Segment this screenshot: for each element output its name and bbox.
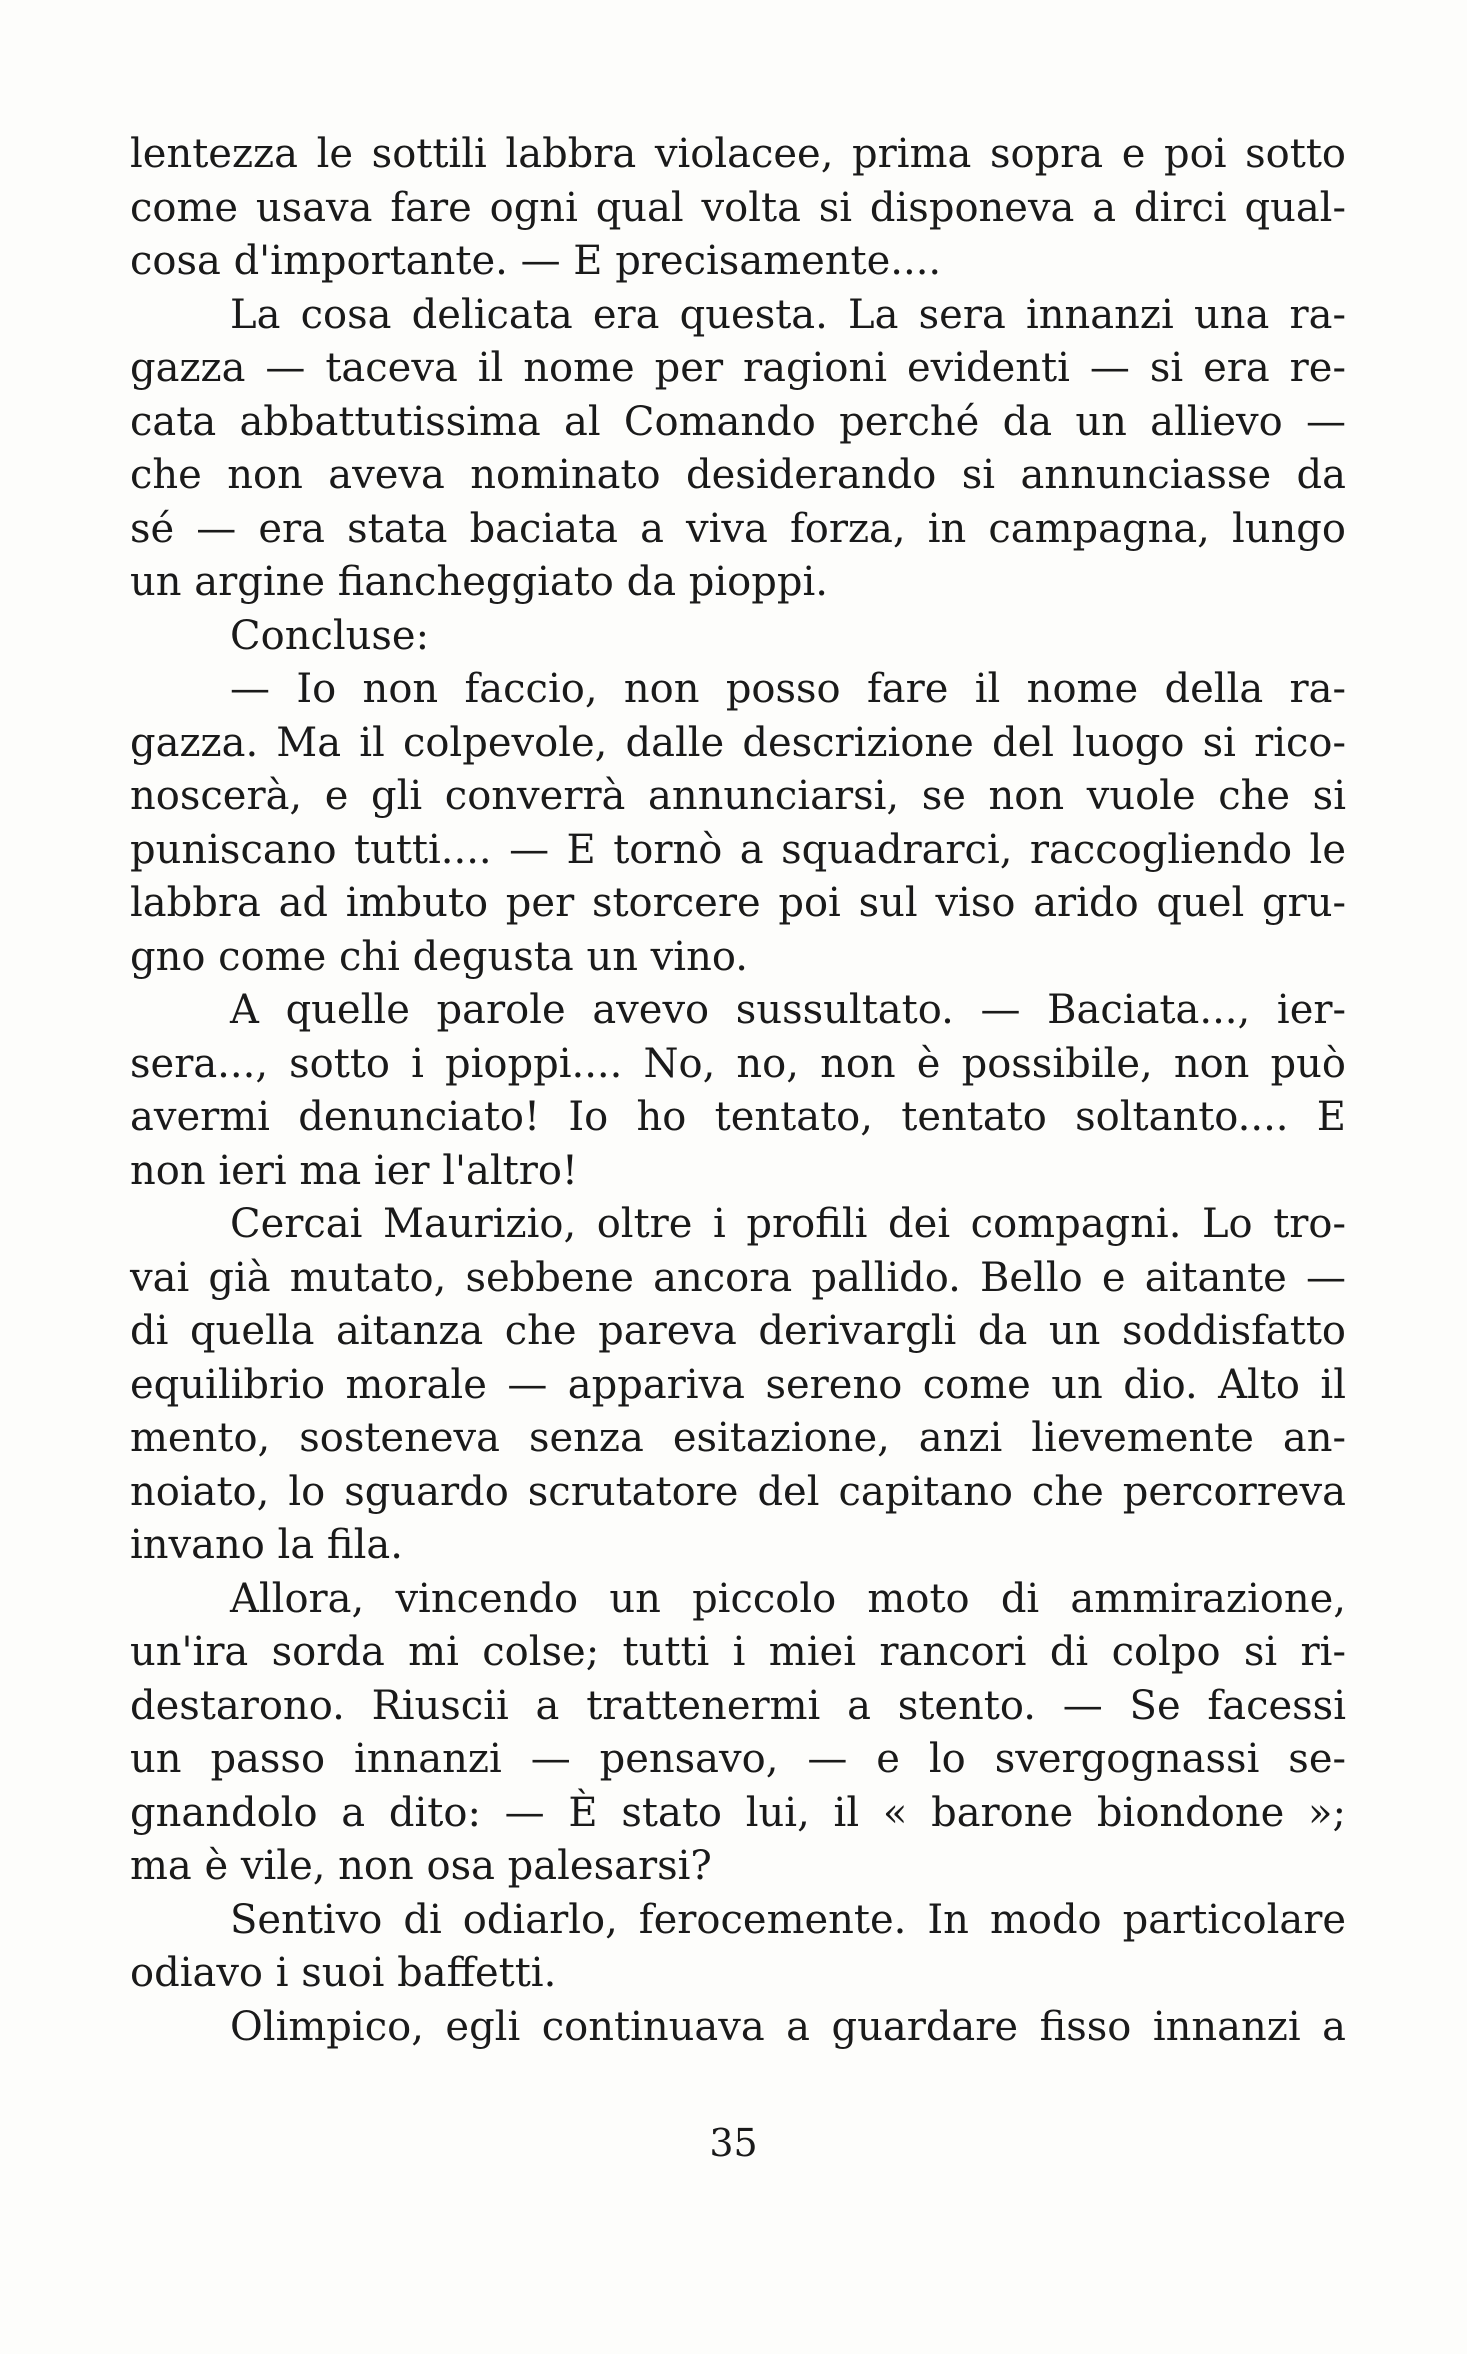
text-line: noiato, lo sguardo scrutatore del capitano che percorreva (130, 1468, 1346, 1515)
text-line: di quella aitanza che pareva derivargli da un soddisfatto (130, 1308, 1346, 1354)
text-line: mento, sosteneva senza esitazione, anzi lievemente an- (130, 1415, 1346, 1461)
text-line: un passo innanzi — pensavo, — e lo svergognassi se- (130, 1736, 1346, 1782)
text-line: gno come chi degusta un vino. (130, 933, 748, 980)
body-text (130, 128, 1346, 2054)
text-line: puniscano tutti.... — E tornò a squadrarci, raccogliendo le (130, 826, 1346, 873)
text-line: ma è vile, non osa palesarsi? (130, 1843, 712, 1889)
text-line: labbra ad imbuto per storcere poi sul viso arido quel gru- (130, 880, 1346, 926)
text-line: non ieri ma ier l'altro! (130, 1147, 578, 1194)
text-line: A quelle parole avevo sussultato. — Baciata..., ier- (230, 987, 1346, 1033)
text-line: Allora, vincendo un piccolo moto di ammirazione, (230, 1575, 1346, 1622)
page-number: 35 (709, 2121, 758, 2165)
text-line: — Io non faccio, non posso fare il nome della ra- (230, 666, 1346, 712)
text-line: un'ira sorda mi colse; tutti i miei rancori di colpo si ri- (130, 1629, 1346, 1675)
text-line: gazza — taceva il nome per ragioni evidenti — si era re- (130, 345, 1346, 391)
text-line: gazza. Ma il colpevole, dalle descrizione del luogo si rico- (130, 719, 1346, 766)
text-line: cosa d'importante. — E precisamente.... (130, 238, 942, 284)
text-line: vai già mutato, sebbene ancora pallido. Bello e aitante — (130, 1254, 1346, 1301)
text-line: La cosa delicata era questa. La sera innanzi una ra- (230, 291, 1346, 338)
text-line: cata abbattutissima al Comando perché da un allievo — (130, 398, 1346, 445)
text-line: come usava fare ogni qual volta si disponeva a dirci qual- (130, 184, 1346, 231)
text-line: noscerà, e gli converrà annunciarsi, se non vuole che si (130, 773, 1346, 819)
text-line: destarono. Riuscii a trattenermi a stento. — Se facessi (130, 1682, 1346, 1729)
text-line: Cercai Maurizio, oltre i profili dei compagni. Lo tro- (230, 1201, 1346, 1247)
text-line: un argine fiancheggiato da pioppi. (130, 559, 828, 605)
text-line: odiavo i suoi baffetti. (130, 1950, 557, 1996)
text-line: sé — era stata baciata a viva forza, in campagna, lungo (130, 505, 1346, 552)
text-line: gnandolo a dito: — È stato lui, il « barone biondone »; (130, 1789, 1346, 1836)
text-line: Olimpico, egli continuava a guardare fisso innanzi a (230, 2003, 1346, 2050)
text-line: lentezza le sottili labbra violacee, prima sopra e poi sotto (130, 131, 1346, 177)
text-line: Sentivo di odiarlo, ferocemente. In modo particolare (230, 1896, 1346, 1943)
text-line: che non aveva nominato desiderando si annunciasse da (130, 452, 1346, 498)
text-line: equilibrio morale — appariva sereno come un dio. Alto il (130, 1361, 1346, 1408)
text-line: invano la fila. (130, 1522, 403, 1568)
text-line: avermi denunciato! Io ho tentato, tentato soltanto.... E (130, 1094, 1346, 1140)
text-line: sera..., sotto i pioppi.... No, no, non è possibile, non può (130, 1040, 1346, 1087)
text-line: Concluse: (230, 612, 430, 659)
